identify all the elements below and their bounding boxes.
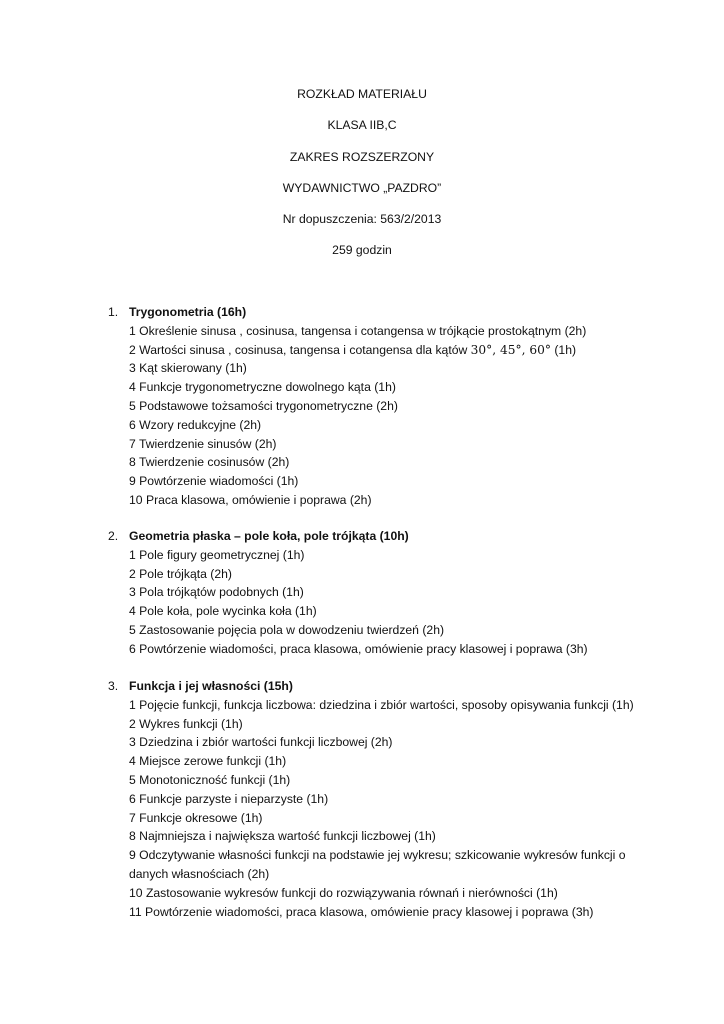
section-number: 2. bbox=[108, 529, 119, 543]
list-item: 10 Praca klasowa, omówienie i poprawa (2h) bbox=[129, 492, 372, 507]
list-item-text: 2 Wartości sinusa , cosinusa, tangensa i cotangensa dla kątów bbox=[129, 342, 468, 357]
list-item: 2 Pole trójkąta (2h) bbox=[129, 566, 232, 581]
section-heading bbox=[108, 527, 668, 546]
section-title: Geometria płaska – pole koła, pole trójkąta (10h) bbox=[129, 529, 409, 543]
section-items bbox=[129, 322, 668, 510]
list-item: 2 Wykres funkcji (1h) bbox=[129, 716, 243, 731]
section-title: Funkcja i jej własności (15h) bbox=[129, 679, 293, 693]
angle-values: 30°, 45°, 60° bbox=[470, 342, 551, 357]
list-item: 6 Powtórzenie wiadomości, praca klasowa, omówienie pracy klasowej i poprawa (3h) bbox=[129, 641, 588, 656]
header-publisher: WYDAWNICTWO „PAZDRO” bbox=[282, 180, 442, 195]
section-plane-geometry bbox=[108, 527, 668, 659]
header-hours: 259 godzin bbox=[332, 243, 392, 258]
section-heading bbox=[108, 303, 668, 322]
list-item: 4 Funkcje trygonometryczne dowolnego kąta (1h) bbox=[129, 380, 396, 395]
section-title: Trygonometria (16h) bbox=[129, 305, 247, 319]
document-header bbox=[0, 86, 724, 274]
list-item: 8 Twierdzenie cosinusów (2h) bbox=[129, 455, 290, 470]
list-item: 5 Zastosowanie pojęcia pola w dowodzeniu twierdzeń (2h) bbox=[129, 622, 445, 637]
list-item: 11 Powtórzenie wiadomości, praca klasowa, omówienie pracy klasowej i poprawa (3h) bbox=[129, 904, 594, 919]
header-approval-number: Nr dopuszczenia: 563/2/2013 bbox=[282, 212, 442, 227]
list-item: 5 Podstawowe tożsamości trygonometryczne (2h) bbox=[129, 398, 398, 413]
header-scope: ZAKRES ROZSZERZONY bbox=[289, 149, 435, 164]
list-item: 1 Określenie sinusa , cosinusa, tangensa i cotangensa w trójkącie prostokątnym (2h) bbox=[129, 323, 587, 338]
section-functions bbox=[108, 677, 668, 921]
list-item: 5 Monotoniczność funkcji (1h) bbox=[129, 772, 291, 787]
list-item: 1 Pojęcie funkcji, funkcja liczbowa: dziedzina i zbiór wartości, sposoby opisywania funkcji (1h) bbox=[129, 697, 634, 712]
section-heading bbox=[108, 677, 668, 696]
list-item: 9 Odczytywanie własności funkcji na podstawie jej wykresu; szkicowanie wykresów funkcji o danych własnościach (2h) bbox=[129, 848, 626, 881]
header-title: ROZKŁAD MATERIAŁU bbox=[297, 87, 427, 101]
list-item: 10 Zastosowanie wykresów funkcji do rozwiązywania równań i nierówności (1h) bbox=[129, 885, 558, 900]
list-item: 8 Najmniejsza i największa wartość funkcji liczbowej (1h) bbox=[129, 829, 436, 844]
list-item: 7 Twierdzenie sinusów (2h) bbox=[129, 436, 277, 451]
list-item: 3 Kąt skierowany (1h) bbox=[129, 361, 247, 376]
list-item: 4 Pole koła, pole wycinka koła (1h) bbox=[129, 604, 317, 619]
list-item: 6 Wzory redukcyjne (2h) bbox=[129, 417, 262, 432]
list-item: 1 Pole figury geometrycznej (1h) bbox=[129, 547, 305, 562]
list-item: 3 Pola trójkątów podobnych (1h) bbox=[129, 585, 304, 600]
section-items bbox=[129, 546, 668, 659]
list-item: 4 Miejsce zerowe funkcji (1h) bbox=[129, 754, 287, 769]
list-item bbox=[129, 341, 668, 360]
header-class: KLASA IIB,C bbox=[327, 118, 397, 133]
list-item: 6 Funkcje parzyste i nieparzyste (1h) bbox=[129, 791, 329, 806]
list-item: 7 Funkcje okresowe (1h) bbox=[129, 810, 263, 825]
section-items bbox=[129, 696, 668, 922]
section-trigonometry bbox=[108, 303, 668, 510]
list-item-hours: (1h) bbox=[550, 342, 577, 357]
list-item: 3 Dziedzina i zbiór wartości funkcji liczbowej (2h) bbox=[129, 735, 393, 750]
list-item: 9 Powtórzenie wiadomości (1h) bbox=[129, 474, 299, 489]
section-number: 1. bbox=[108, 305, 119, 319]
section-number: 3. bbox=[108, 679, 119, 693]
